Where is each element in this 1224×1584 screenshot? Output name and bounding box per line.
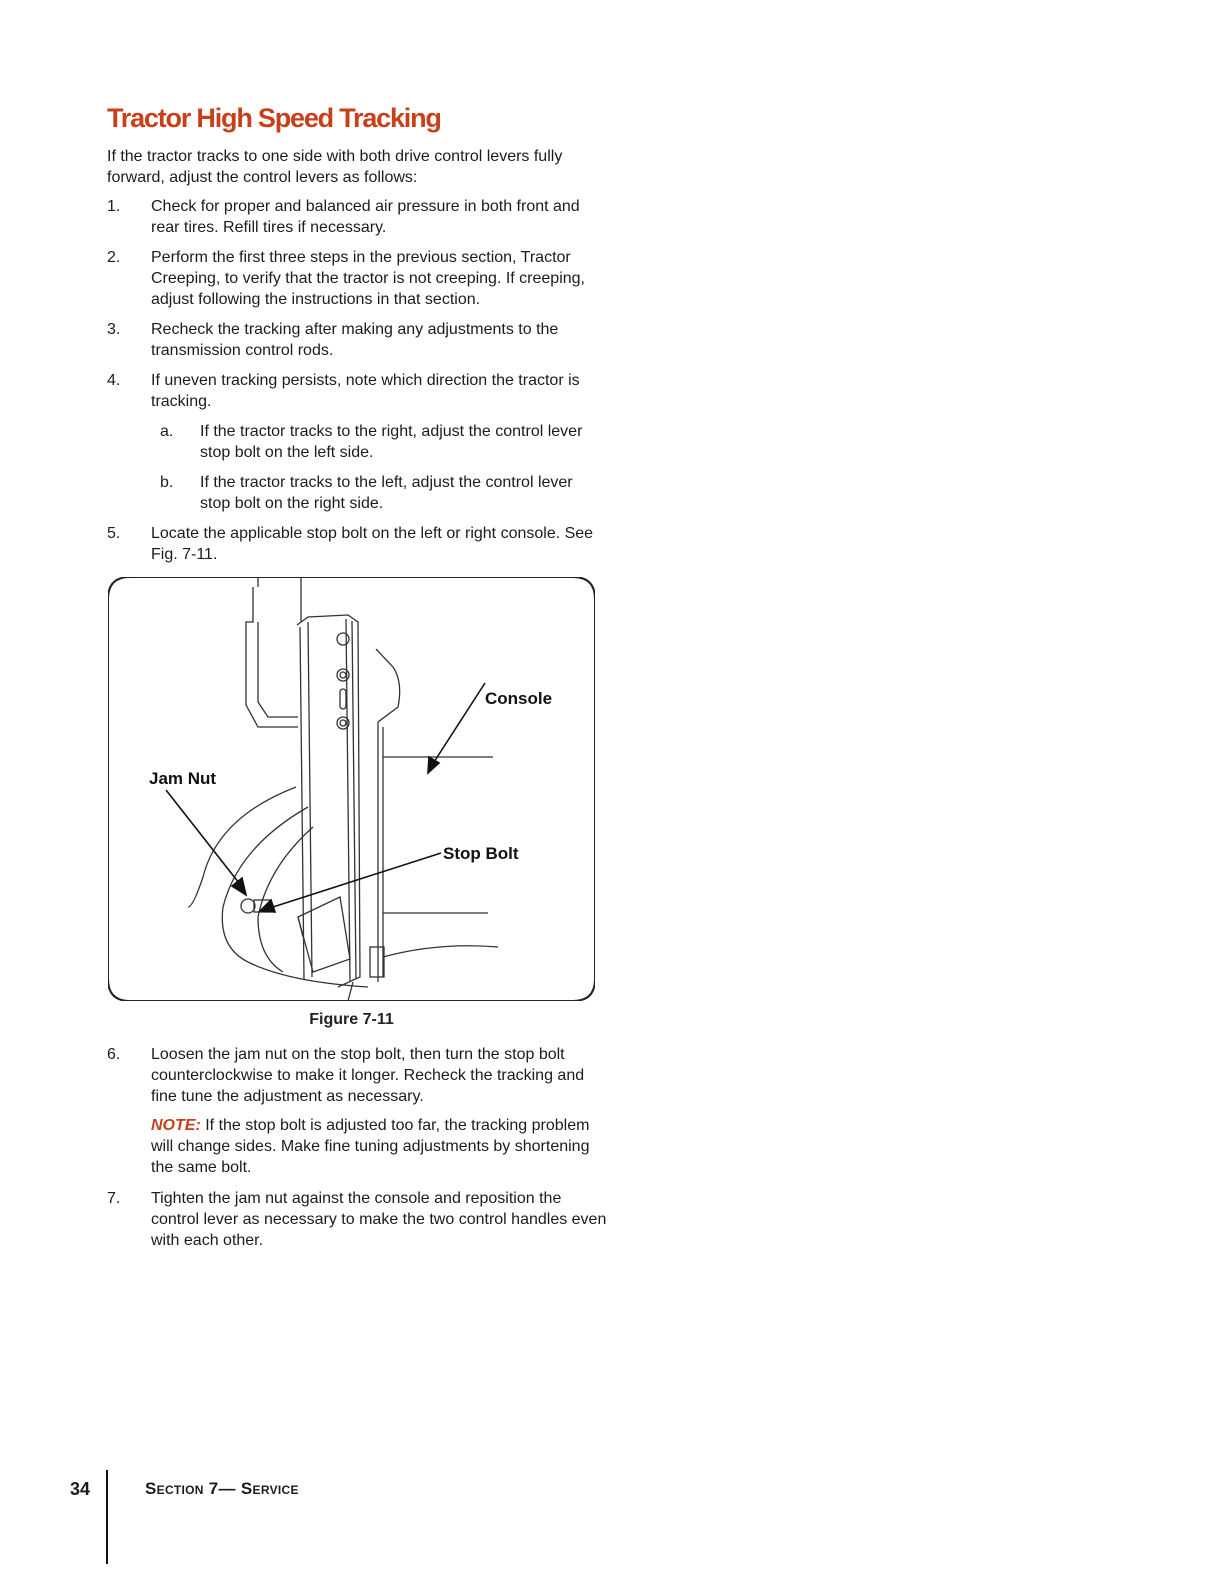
step-text: Check for proper and balanced air pressure in both front and rear tires. Refill tires if necessary. xyxy=(151,198,580,236)
intro-paragraph: If the tractor tracks to one side with both drive control levers fully forward, adjust the control levers as follows: xyxy=(107,148,563,186)
step-3 xyxy=(107,319,607,361)
console-label: Console xyxy=(485,689,553,708)
step-number: 5. xyxy=(107,525,121,542)
step-text: If uneven tracking persists, note which direction the tractor is tracking. xyxy=(151,372,580,410)
footer-divider xyxy=(106,1470,108,1564)
substep-text: If the tractor tracks to the left, adjust the control lever stop bolt on the right side. xyxy=(200,474,573,512)
footer-section-title: Section 7— Service xyxy=(145,1479,299,1498)
page-number: 34 xyxy=(70,1479,91,1499)
note-label: NOTE: xyxy=(151,1117,201,1134)
step-number: 6. xyxy=(107,1046,121,1063)
step-number: 1. xyxy=(107,198,121,215)
note-text: If the stop bolt is adjusted too far, the tracking problem will change sides. Make fine tuning adjustments by shortening the same bolt. xyxy=(151,1117,590,1176)
step-text: Locate the applicable stop bolt on the left or right console. See Fig. 7-11. xyxy=(151,525,594,563)
step-text: Perform the first three steps in the previous section, Tractor Creeping, to verify that the tractor is not creeping. If creeping, adjust following the instructions in that section. xyxy=(151,249,585,308)
step-6 xyxy=(107,1044,607,1107)
step-4 xyxy=(107,370,607,412)
jam-nut-label: Jam Nut xyxy=(149,769,217,788)
step-2 xyxy=(107,247,607,310)
substep-letter: b. xyxy=(160,474,174,491)
substep-b xyxy=(160,472,600,514)
step-text: Recheck the tracking after making any adjustments to the transmission control rods. xyxy=(151,321,559,359)
figure-caption: Figure 7-11 xyxy=(309,1011,394,1028)
page-title: Tractor High Speed Tracking xyxy=(107,103,441,133)
step-7 xyxy=(107,1188,607,1251)
figure-frame xyxy=(108,577,595,1001)
stop-bolt-label: Stop Bolt xyxy=(443,844,519,863)
step-text: Tighten the jam nut against the console and reposition the control lever as necessary to make the two control handles even with each other. xyxy=(151,1190,607,1249)
step-number: 2. xyxy=(107,249,121,266)
substep-letter: a. xyxy=(160,423,174,440)
step-number: 3. xyxy=(107,321,121,338)
figure-7-11-illustration xyxy=(108,577,595,1001)
substep-text: If the tractor tracks to the right, adjust the control lever stop bolt on the left side. xyxy=(200,423,583,461)
substep-a xyxy=(160,421,600,463)
step-1 xyxy=(107,196,607,238)
step-number: 4. xyxy=(107,372,121,389)
step-number: 7. xyxy=(107,1190,121,1207)
step-5 xyxy=(107,523,607,565)
step-text: Loosen the jam nut on the stop bolt, then turn the stop bolt counterclockwise to make it longer. Recheck the tracking and fine tune the adjustment as necessary. xyxy=(151,1046,585,1105)
note-paragraph xyxy=(151,1115,601,1178)
